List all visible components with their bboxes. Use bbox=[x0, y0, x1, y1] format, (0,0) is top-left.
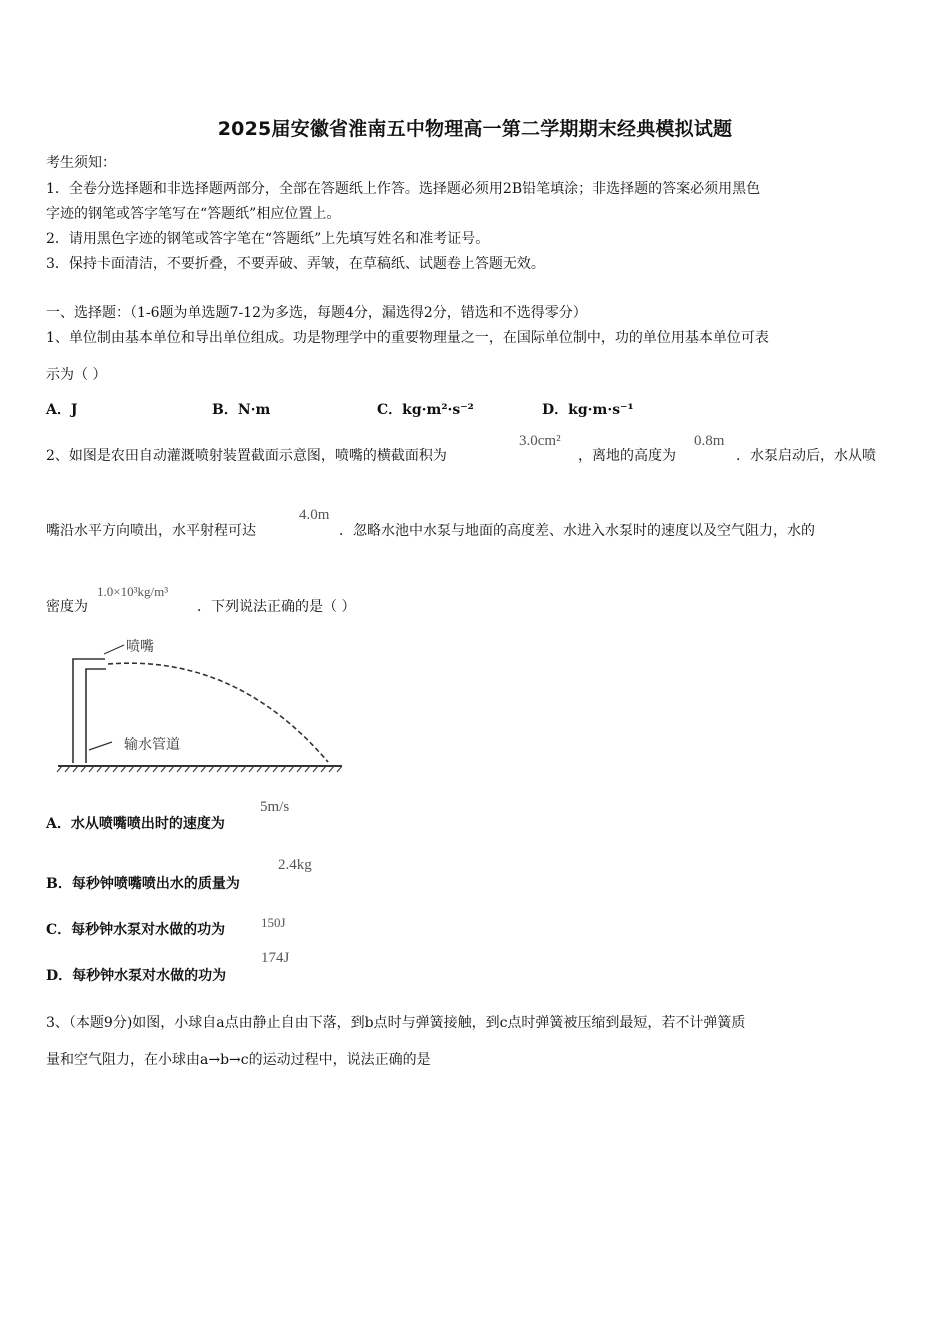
q2-stem-1c: ．水泵启动后，水从喷 bbox=[736, 448, 876, 464]
q3-stem-line1: 3、（本题9分)如图，小球自a点由静止自由下落，到b点时与弹簧接触，到c点时弹簧被压缩到最短，若不计弹簧质 bbox=[46, 1015, 746, 1031]
q1-option-b: B．N·m bbox=[212, 402, 271, 418]
q1-option-c: C．kg·m²·s⁻² bbox=[377, 402, 474, 418]
q2-option-b-value: 2.4kg bbox=[278, 857, 312, 873]
q2-option-a: A．水从喷嘴喷出时的速度为 bbox=[46, 816, 225, 832]
q1-stem-line2: 示为（ ） bbox=[46, 367, 107, 383]
q2-height-value: 0.8m bbox=[694, 433, 725, 449]
q2-stem-1a: 2、如图是农田自动灌溉喷射装置截面示意图，喷嘴的横截面积为 bbox=[46, 448, 447, 464]
page-title: 2025届安徽省淮南五中物理高一第二学期期末经典模拟试题 bbox=[217, 118, 733, 140]
notice-heading: 考生须知： bbox=[46, 155, 116, 171]
notice-item-3: 3．保持卡面清洁，不要折叠，不要弄破、弄皱，在草稿纸、试题卷上答题无效。 bbox=[46, 256, 545, 272]
q1-option-a: A．J bbox=[46, 402, 78, 418]
notice-item-1b: 字迹的钢笔或答字笔写在“答题纸”相应位置上。 bbox=[46, 206, 341, 222]
q2-option-b: B．每秒钟喷嘴喷出水的质量为 bbox=[46, 876, 240, 892]
notice-item-1a: 1．全卷分选择题和非选择题两部分，全部在答题纸上作答。选择题必须用2B铅笔填涂；非选择题的答案必须用黑色 bbox=[46, 181, 761, 197]
q1-option-d: D．kg·m·s⁻¹ bbox=[542, 402, 634, 418]
q2-stem-2b: ．忽略水池中水泵与地面的高度差、水进入水泵时的速度以及空气阻力，水的 bbox=[339, 523, 815, 539]
q2-stem-2a: 嘴沿水平方向喷出，水平射程可达 bbox=[46, 523, 256, 539]
notice-item-2: 2．请用黑色字迹的钢笔或答字笔在“答题纸”上先填写姓名和准考证号。 bbox=[46, 231, 490, 247]
q2-stem-3b: ．下列说法正确的是（ ） bbox=[197, 599, 356, 615]
q2-area-value: 3.0cm² bbox=[519, 433, 561, 449]
section-heading: 一、选择题：（1-6题为单选题7-12为多选，每题4分，漏选得2分，错选和不选得零分） bbox=[46, 305, 587, 321]
q2-option-c-value: 150J bbox=[261, 915, 286, 930]
q2-range-value: 4.0m bbox=[299, 507, 330, 523]
q1-stem-line1: 1、单位制由基本单位和导出单位组成。功是物理学中的重要物理量之一，在国际单位制中，功的单位用基本单位可表 bbox=[46, 330, 769, 346]
q2-stem-1b: ，离地的高度为 bbox=[578, 448, 676, 464]
q2-option-d-value: 174J bbox=[261, 950, 290, 966]
q2-option-d: D．每秒钟水泵对水做的功为 bbox=[46, 968, 227, 984]
pipe-label: 输水管道 bbox=[124, 737, 180, 753]
q2-density-value: 1.0×10³kg/m³ bbox=[97, 584, 169, 599]
q2-option-a-value: 5m/s bbox=[260, 799, 290, 815]
q2-stem-3a: 密度为 bbox=[46, 599, 88, 615]
q2-option-c: C．每秒钟水泵对水做的功为 bbox=[46, 922, 226, 938]
q3-stem-line2: 量和空气阻力，在小球由a→b→c的运动过程中，说法正确的是 bbox=[46, 1052, 431, 1068]
nozzle-label: 喷嘴 bbox=[126, 639, 154, 655]
irrigation-figure bbox=[56, 632, 348, 778]
